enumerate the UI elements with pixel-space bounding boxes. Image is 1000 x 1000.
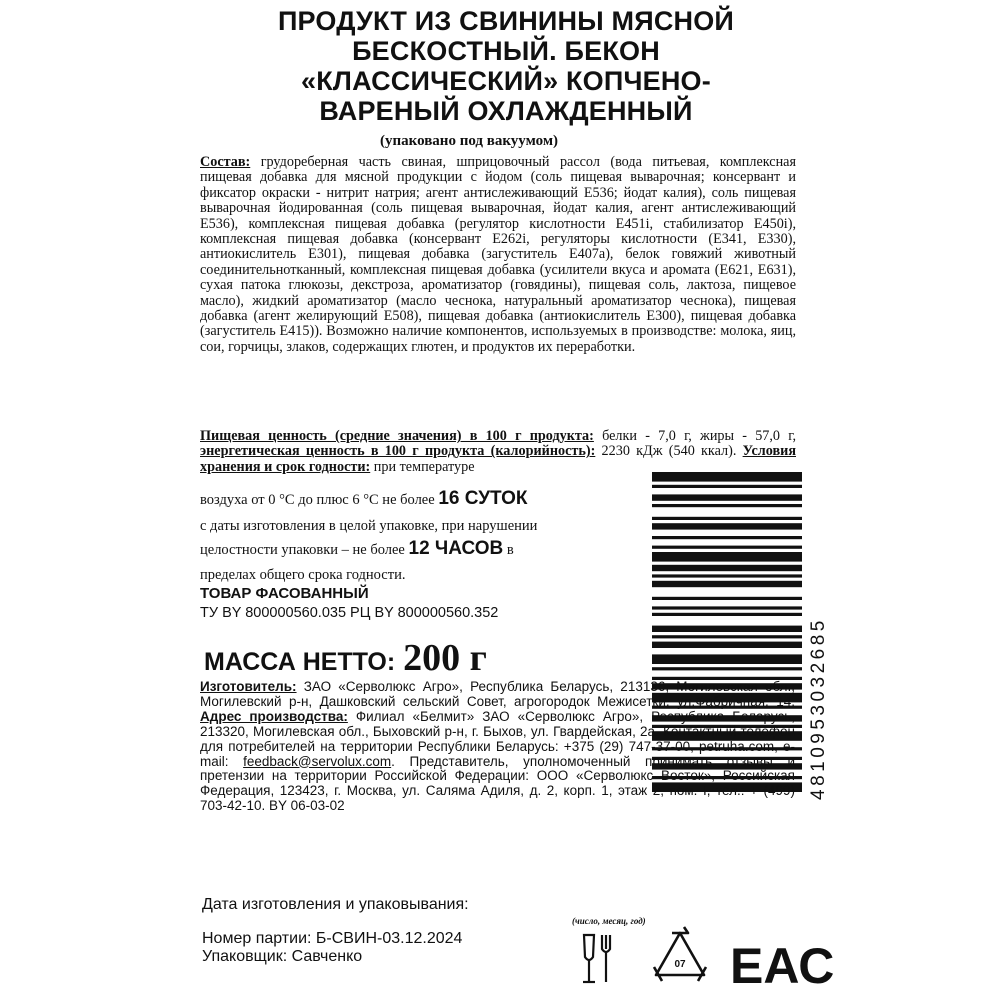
barcode-bar (652, 485, 802, 488)
packaged-note: ТОВАР ФАСОВАННЫЙ (200, 585, 369, 602)
barcode-bar (652, 494, 802, 500)
storage-text: в (503, 542, 514, 558)
barcode-bar (652, 552, 802, 562)
standards: ТУ BY 800000560.035 РЦ BY 800000560.352 (200, 605, 499, 621)
storage-text: воздуха от 0 °С до плюс 6 °С не более (200, 492, 439, 508)
storage-line-3 (200, 538, 514, 560)
barcode-bar (652, 654, 802, 664)
eac-mark-icon: ЕАС (730, 938, 835, 994)
composition-text: грудореберная часть свиная, шприцовочный рассол (вода питьевая, комплексная пищевая добавка для мясной продукции с йодом (соль пищевая выварочная; консервант и фиксатор окраски - нитрит натрия; агент антислеживающий Е536; йодат калия), соль пищевая выварочная йодированная (соль пищевая выварочная, йодат калия, агент антислеживающий Е536), комплексная пищевая добавка (регулятор кислотности Е451i, стабилизатор Е450i), комплексная пищевая добавка (консервант Е262i, регуляторы кислотности (Е341, Е330), антиокислитель Е301), пищевая добавка (загуститель Е407а), белок говяжий животный соединительнотканный, комплексная пищевая добавка (усилители вкуса и аромата (Е621, Е631), сухая патока глюкозы, декстроза, ароматизатор (говядины), пищевая соль, лактоза, пищевое масло), жидкий ароматизатор (масло чеснока, натуральный ароматизатор чеснока), пищевая добавка (агент желирующий Е508), пищевая добавка (антиокислитель Е300), пищевая добавка (загуститель Е415)). Возможно наличие компонентов, используемых в производстве: молока, яиц, сои, горчицы, злаков, содержащих глютен, и продуктов их переработки. (200, 154, 796, 355)
composition-label: Состав: (200, 154, 251, 170)
nutrition-info (200, 429, 796, 475)
production-address-label: Адрес производства: (200, 708, 348, 724)
title-line: «КЛАССИЧЕСКИЙ» КОПЧЕНО- (301, 66, 711, 96)
barcode-bar (652, 613, 802, 616)
representative-text: . Представитель, уполномоченный принимать отзывы и претензии на территории Российской Федерации: ООО «Серволюкс Восток», Российская Федерация, 123423, г. Москва, ул. Салямa Адиля, д. 2, корп. 1, этаж 2, пом. I, тел.: + (499) 703-42-10. BY 06-03-02 (200, 753, 795, 814)
barcode-number (808, 470, 830, 800)
net-mass (204, 636, 487, 680)
shelf-life-hours: 12 ЧАСОВ (408, 538, 504, 559)
barcode-bar (652, 546, 802, 549)
barcode-bar (652, 536, 802, 539)
manufacturer-text: ЗАО «Серволюкс Агро», Республика Беларусь, 213136, Могилевская обл., Могилевский р-н, Дашковский сельский Совет, агрогородок Межисетки, ул.Фабричная, 14. (200, 679, 795, 709)
barcode-bar (652, 581, 802, 587)
packaging-note: (упаковано под вакуумом) (380, 133, 559, 149)
manufacturer-label: Изготовитель: (200, 679, 297, 694)
barcode-bar (652, 523, 802, 529)
storage-line-1 (200, 488, 528, 510)
barcode-bar (652, 606, 802, 609)
storage-label: Условия хранения и срок годности: (200, 443, 796, 475)
nutrition-label: Пищевая ценность (средние значения) в 100 г продукта: (200, 428, 594, 444)
barcode-bar (652, 642, 802, 648)
barcode-bar (652, 565, 802, 571)
title-line: ПРОДУКТ ИЗ СВИНИНЫ МЯСНОЙ (277, 6, 735, 36)
storage-line-4: пределах общего срока годности. (200, 567, 406, 583)
production-date-label: Дата изготовления и упаковывания: (202, 896, 469, 913)
batch-number: Номер партии: Б-СВИН-03.12.2024 (202, 930, 463, 947)
barcode-bar (652, 504, 802, 507)
net-mass-label: МАССА НЕТТО: (204, 648, 396, 676)
date-format-hint: (число, месяц, год) (572, 916, 646, 926)
title-line: БЕСКОСТНЫЙ. БЕКОН (352, 36, 660, 66)
composition (200, 155, 796, 355)
barcode-bar (652, 597, 802, 600)
barcode-digits: 4810953032685 (808, 617, 829, 800)
storage-text: при температуре (370, 458, 475, 475)
energy-value: 2230 кДж (540 ккал). (595, 443, 743, 460)
title-line: ВАРЕНЫЙ ОХЛАЖДЕННЫЙ (319, 96, 693, 126)
marking-icons (580, 925, 835, 995)
barcode-bar (652, 472, 802, 482)
production-address-text: Филиал «Белмит» ЗАО «Серволюкс Агро», Республика Беларусь, 213320, Могилевская обл., Быховский р-н, г. Быхов, ул. Гвардейская, 2а. Контактный телефон для потребителей на территории Республики Беларусь: +375 (29) 747-37-00, petruha.com, e-mail: (200, 708, 795, 769)
recycle-code: 07 (674, 959, 686, 970)
packer-name: Упаковщик: Савченко (202, 948, 363, 965)
recycle-07-icon (654, 927, 706, 981)
barcode-bar (652, 517, 802, 520)
manufacturer-info (200, 680, 795, 814)
barcode-bar (652, 574, 802, 577)
barcode-bar (652, 626, 802, 632)
barcode-bar (652, 635, 802, 638)
storage-text: целостности упаковки – не более (200, 542, 409, 558)
glass-fork-icon (583, 935, 610, 982)
feedback-email: feedback@servolux.com (243, 753, 392, 769)
nutrition-values: белки - 7,0 г, жиры - 57,0 г, (593, 428, 796, 444)
barcode-bar (652, 667, 802, 670)
storage-line-2: с даты изготовления в целой упаковке, при нарушении (200, 518, 538, 534)
product-title (200, 6, 812, 126)
shelf-life-days: 16 СУТОК (438, 488, 528, 509)
energy-label: энергетическая ценность в 100 г продукта (калорийность): (200, 443, 596, 460)
net-mass-value: 200 г (403, 637, 487, 679)
